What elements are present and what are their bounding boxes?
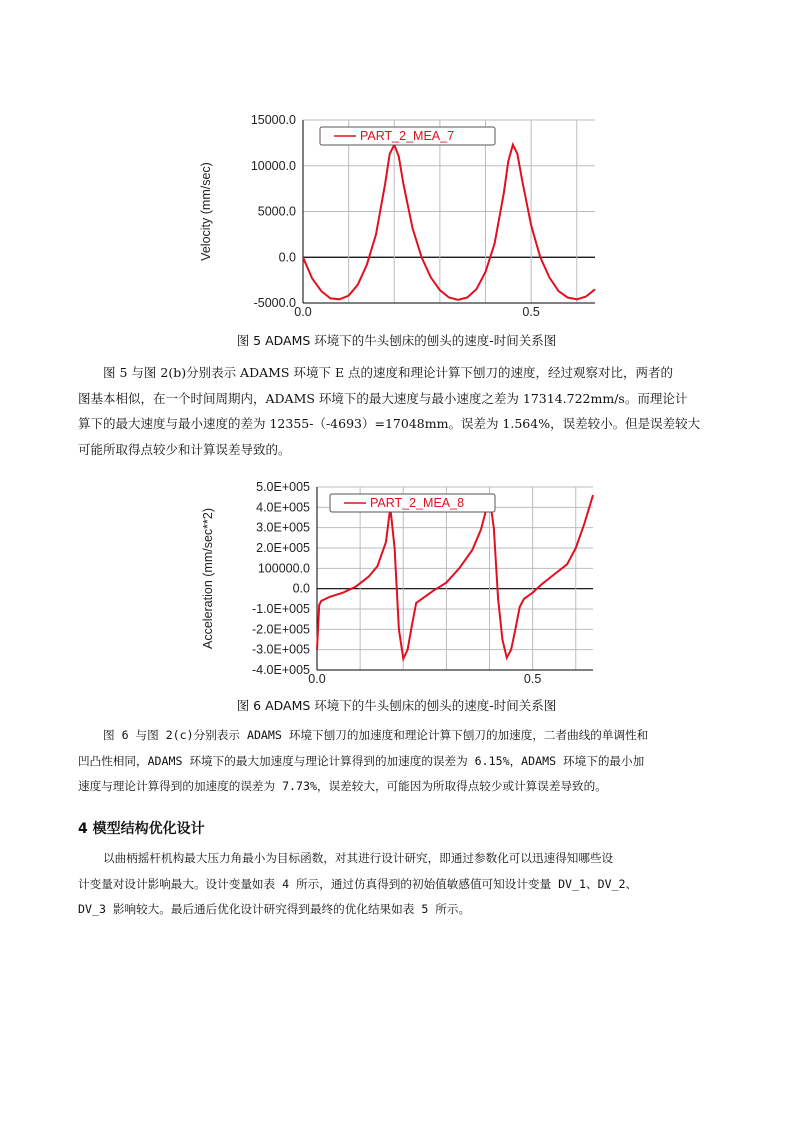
series-line — [317, 495, 593, 659]
velocity-chart — [190, 105, 610, 327]
paragraph-line: 可能所取得点较少和计算误差导致的。 — [78, 441, 291, 457]
y-tick-label: 3.0E+005 — [256, 520, 310, 535]
y-tick-label: -3.0E+005 — [251, 642, 310, 657]
y-tick-label: 4.0E+005 — [256, 500, 310, 515]
legend-label: PART_2_MEA_7 — [360, 129, 455, 143]
y-tick-label: -5000.0 — [253, 296, 296, 310]
y-tick-label: 10000.0 — [250, 158, 296, 173]
paragraph-line: 计变量对设计影响最大。设计变量如表 4 所示，通过仿真得到的初始值敏感值可知设计变量 DV_1、DV_2、 — [78, 876, 638, 891]
figure-5-caption: 图 5 ADAMS 环境下的牛头刨床的刨头的速度-时间关系图 — [236, 333, 557, 348]
y-tick-label: -1.0E+005 — [251, 602, 310, 616]
y-tick-label: 0.0 — [278, 250, 296, 265]
x-tick-label: 0.5 — [522, 305, 540, 319]
paragraph-line: 图基本相似，在一个时间周期内，ADAMS 环境下的最大速度与最小速度之差为 17314.722mm/s。而理论计 — [78, 390, 688, 406]
y-tick-label: 5000.0 — [257, 204, 296, 219]
paragraph-1 — [78, 360, 718, 462]
paragraph-line: 速度与理论计算得到的加速度的误差为 7.73%，误差较大，可能因为所取得点较少或计算误差导致的。 — [78, 779, 607, 793]
paragraph-2 — [78, 723, 718, 800]
y-axis-label: Velocity (mm/sec) — [199, 162, 213, 261]
y-tick-label: 15000.0 — [250, 113, 296, 127]
y-axis-label: Acceleration (mm/sec**2) — [201, 507, 215, 650]
y-tick-label: -4.0E+005 — [251, 663, 310, 677]
acceleration-chart — [190, 475, 610, 693]
paragraph-line: 以曲柄摇杆机构最大压力角最小为目标函数，对其进行设计研究，即通过参数化可以迅速得知哪些设 — [103, 851, 614, 865]
paragraph-line: DV_3 影响较大。最后通后优化设计研究得到最终的优化结果如表 5 所示。 — [78, 902, 471, 916]
paragraph-line: 图 5 与图 2(b)分别表示 ADAMS 环境下 E 点的速度和理论计算下刨刀的速度，经过观察对比，两者的 — [103, 365, 674, 380]
y-tick-label: 2.0E+005 — [256, 541, 310, 555]
paragraph-3 — [78, 846, 718, 923]
x-tick-label: 0.5 — [523, 672, 542, 686]
legend-label: PART_2_MEA_8 — [370, 496, 465, 510]
paragraph-line: 算下的最大速度与最小速度的差为 12355-（-4693）=17048mm。误差为 1.564%，误差较小。但是误差较大 — [78, 416, 701, 431]
x-tick-label: 0.0 — [308, 672, 326, 686]
series-line — [303, 145, 595, 300]
paragraph-line: 凹凸性相同，ADAMS 环境下的最大加速度与理论计算得到的加速度的误差为 6.15%，ADAMS 环境下的最小加 — [78, 753, 645, 768]
y-tick-label: 100000.0 — [257, 561, 310, 576]
y-tick-label: 5.0E+005 — [256, 480, 310, 494]
figure-6-caption: 图 6 ADAMS 环境下的牛头刨床的刨头的速度-时间关系图 — [236, 698, 557, 713]
y-tick-label: 0.0 — [292, 581, 310, 596]
y-tick-label: -2.0E+005 — [251, 622, 310, 637]
paragraph-line: 图 6 与图 2(c)分别表示 ADAMS 环境下刨刀的加速度和理论计算下刨刀的加速度，二者曲线的单调性和 — [103, 728, 649, 742]
section-heading: 4 模型结构优化设计 — [78, 821, 205, 837]
x-tick-label: 0.0 — [294, 305, 312, 319]
